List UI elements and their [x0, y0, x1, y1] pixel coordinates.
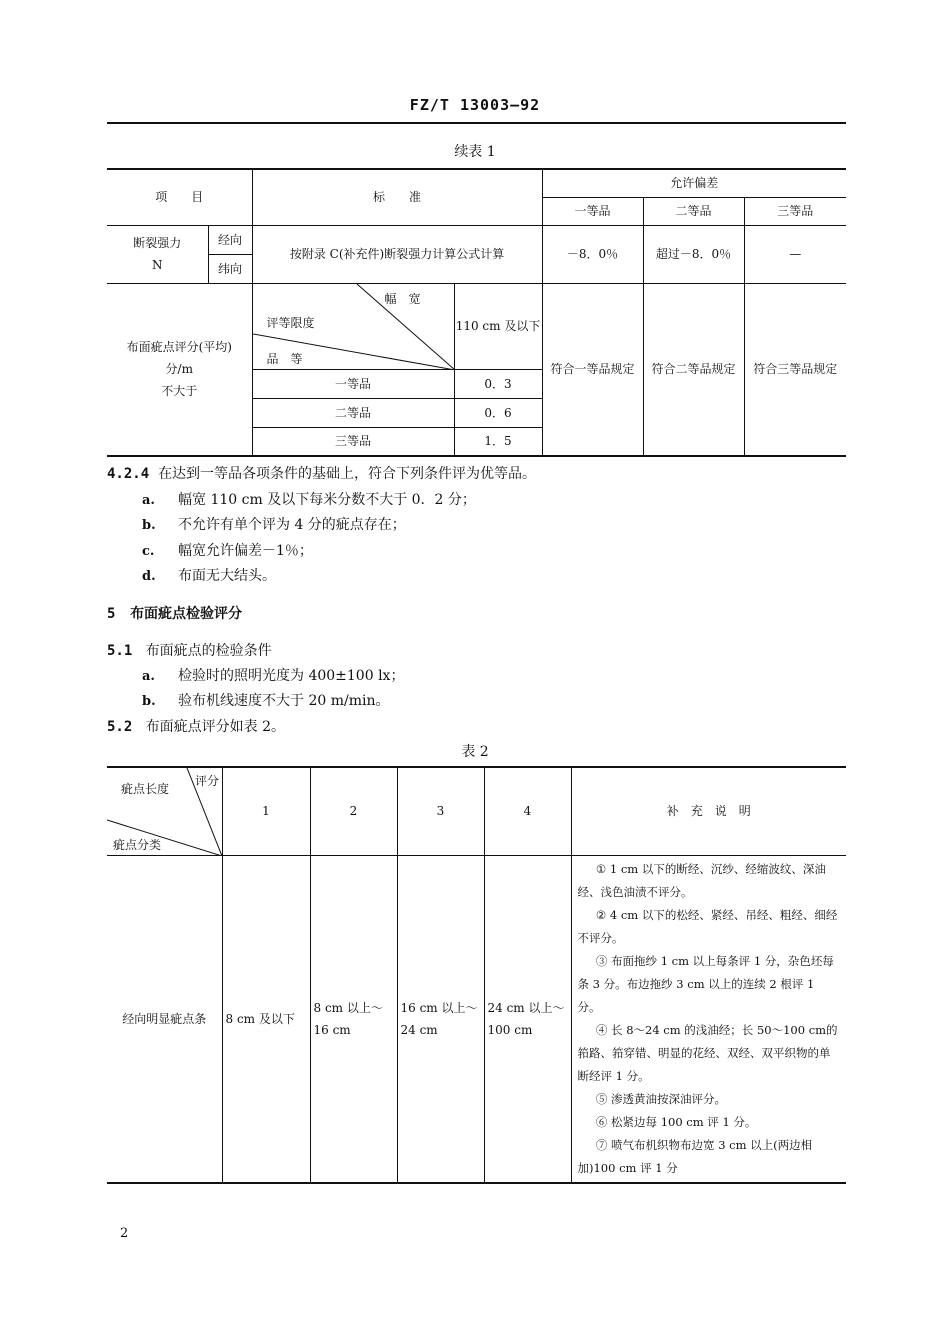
t1-header-item: 项 目 — [107, 169, 252, 225]
item-mark: a. — [142, 669, 155, 684]
section-52-number: 5.2 — [107, 719, 133, 735]
t1-sub-value-2: 0．6 — [454, 398, 542, 427]
document-header: FZ/T 13003—92 — [409, 96, 541, 114]
item-text: 幅宽 110 cm 及以下每米分数不大于 0．2 分； — [178, 492, 476, 508]
t1-width-value: 110 cm 及以下 — [454, 283, 542, 369]
list-item — [142, 665, 404, 685]
t1-sub-value-1: 0．3 — [454, 369, 542, 398]
note-item: ③ 布面拖纱 1 cm 以上每条评 1 分，杂色坯每条 3 分。布边拖纱 3 cm 以上的连续 2 根评 1 分。 — [577, 953, 834, 1014]
t2-score-1: 1 — [222, 767, 310, 855]
section-5-number: 5 — [107, 606, 116, 622]
t1-sub-value-3: 1．5 — [454, 427, 542, 456]
t1-defect-third: 符合三等品规定 — [744, 283, 846, 456]
section-51 — [107, 640, 272, 660]
t2-row-notes — [571, 855, 846, 1183]
strength-label: 断裂强力 — [133, 236, 182, 250]
t2-score-3: 3 — [397, 767, 484, 855]
item-mark: d. — [142, 569, 156, 584]
defect-label-line2: 分/m — [165, 362, 193, 377]
t2-row-s1: 8 cm 及以下 — [222, 855, 310, 1183]
section-52 — [107, 716, 285, 736]
t2-row-s4: 24 cm 以上～100 cm — [484, 855, 571, 1183]
t1-strength-standard: 按附录 C(补充件)断裂强力计算公式计算 — [252, 225, 542, 283]
item-mark: c. — [142, 544, 155, 559]
t1-warp: 经向 — [208, 225, 252, 254]
item-text: 检验时的照明光度为 400±100 lx； — [178, 668, 405, 684]
t2-score-2: 2 — [310, 767, 397, 855]
list-item — [142, 690, 389, 710]
t2-score-4: 4 — [484, 767, 571, 855]
t2-row-s2: 8 cm 以上～16 cm — [310, 855, 397, 1183]
t1-grade-third: 三等品 — [744, 197, 846, 225]
diag-limit-label: 评等限度 — [266, 315, 315, 330]
section-424-number: 4.2.4 — [107, 466, 150, 482]
note-item: ⑥ 松紧边每 100 cm 评 1 分。 — [595, 1114, 757, 1129]
header-rule — [107, 122, 846, 124]
t2-note-header: 补 充 说 明 — [571, 767, 846, 855]
section-52-text: 布面疵点评分如表 2。 — [145, 719, 286, 735]
note-item: ① 1 cm 以下的断经、沉纱、经缩波纹、深油经、浅色油渍不评分。 — [577, 861, 826, 899]
note-item: ⑤ 渗透黄油按深油评分。 — [595, 1091, 727, 1106]
t1-defect-second: 符合二等品规定 — [643, 283, 744, 456]
t1-grade-second: 二等品 — [643, 197, 744, 225]
section-5-heading — [107, 603, 242, 623]
item-text: 不允许有单个评为 4 分的疵点存在； — [178, 517, 406, 533]
section-424-text: 在达到一等品各项条件的基础上，符合下列条件评为优等品。 — [158, 466, 537, 482]
table1 — [107, 168, 846, 457]
diag-grade-label: 品 等 — [266, 351, 303, 366]
t2-row-s3: 16 cm 以上～24 cm — [397, 855, 484, 1183]
item-text: 幅宽允许偏差－1％； — [178, 543, 313, 559]
t1-grade-first: 一等品 — [542, 197, 643, 225]
note-item: ② 4 cm 以下的松经、紧经、吊经、粗经、细经不评分。 — [577, 907, 838, 945]
page-number: 2 — [120, 1226, 129, 1241]
list-item — [142, 514, 406, 534]
t1-strength-third: — — [744, 225, 846, 283]
t1-header-tolerance: 允许偏差 — [542, 169, 846, 197]
item-mark: b. — [142, 694, 156, 709]
t1-strength-second: 超过－8．0％ — [643, 225, 744, 283]
t1-strength-first: －8．0％ — [542, 225, 643, 283]
t1-weft: 纬向 — [208, 254, 252, 283]
table2-caption: 表 2 — [461, 744, 489, 760]
t1-sub-grade-3: 三等品 — [252, 427, 454, 456]
note-item: ⑦ 喷气布机织物布边宽 3 cm 以上(两边相加)100 cm 评 1 分 — [577, 1137, 813, 1175]
t1-diagonal-header — [252, 283, 454, 369]
strength-unit: N — [152, 258, 163, 272]
section-424 — [107, 463, 536, 483]
item-mark: b. — [142, 518, 156, 533]
t2-diag-length: 疵点长度 — [120, 782, 169, 796]
t2-row-label: 经向明显疵点条 — [107, 855, 222, 1183]
table1-caption: 续表 1 — [454, 144, 496, 160]
t1-defect-label — [107, 283, 252, 456]
t2-diag-category: 疵点分类 — [113, 838, 162, 852]
t1-defect-first: 符合一等品规定 — [542, 283, 643, 456]
diag-width-label: 幅 宽 — [384, 291, 421, 306]
t1-header-standard: 标 准 — [252, 169, 542, 225]
list-item — [142, 565, 276, 585]
t1-strength-label — [107, 225, 208, 283]
t2-diag-score: 评分 — [195, 774, 220, 788]
defect-label-line3: 不大于 — [161, 384, 198, 399]
list-item — [142, 540, 313, 560]
list-item — [142, 489, 476, 509]
section-51-text: 布面疵点的检验条件 — [145, 643, 272, 659]
item-text: 布面无大结头。 — [178, 568, 276, 584]
table2 — [107, 766, 846, 1184]
t1-sub-grade-2: 二等品 — [252, 398, 454, 427]
note-item: ④ 长 8～24 cm 的浅油经；长 50～100 cm的筘路、筘穿错、明显的花经、双经、双平织物的单断经评 1 分。 — [577, 1022, 838, 1083]
item-mark: a. — [142, 493, 155, 508]
section-51-number: 5.1 — [107, 643, 133, 659]
item-text: 验布机线速度不大于 20 m/min。 — [178, 693, 390, 709]
section-5-title: 布面疵点检验评分 — [130, 606, 243, 622]
t2-diagonal-header — [107, 767, 222, 855]
t1-sub-grade-1: 一等品 — [252, 369, 454, 398]
defect-label-line1: 布面疵点评分(平均) — [126, 340, 232, 355]
